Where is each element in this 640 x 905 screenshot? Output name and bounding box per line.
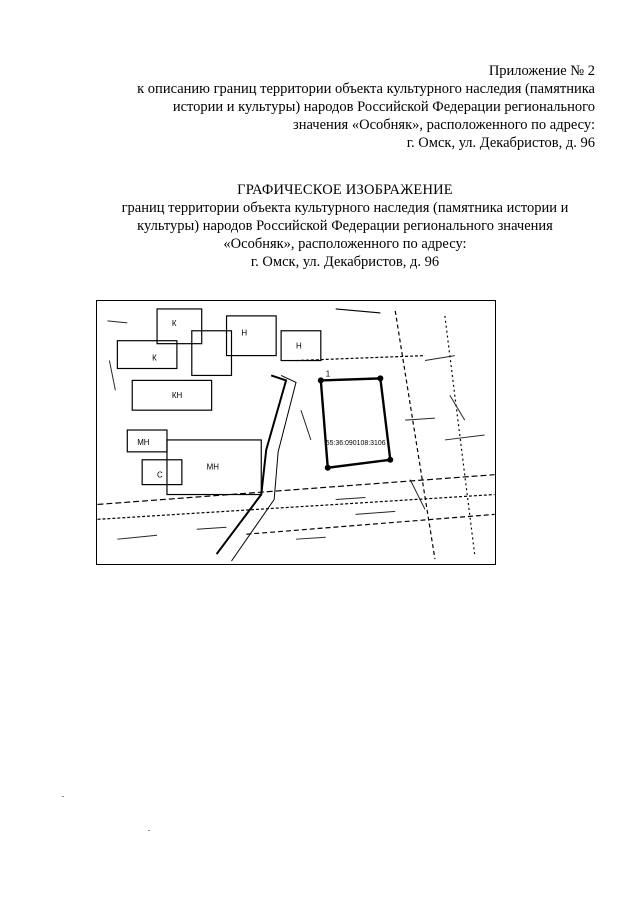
- building-outline: [227, 316, 277, 356]
- appendix-number: Приложение № 2: [488, 63, 595, 79]
- building-label: Н: [241, 328, 248, 338]
- road-line: [246, 514, 494, 534]
- boundary-point: [387, 457, 393, 463]
- title-address: г. Омск, ул. Декабристов, д. 96: [250, 254, 440, 270]
- title-line: культуры) народов Российской Федерации регионального значения: [137, 218, 553, 234]
- building-label: К: [152, 353, 157, 363]
- building-label: МН: [206, 462, 220, 472]
- building-label: МН: [137, 437, 150, 447]
- road-line: [296, 356, 425, 361]
- appendix-header: [75, 62, 595, 152]
- parcel-boundary: [321, 378, 390, 467]
- building-outline: [192, 331, 232, 376]
- boundary-point: [377, 375, 383, 381]
- point-label: 1: [325, 369, 331, 379]
- road-line: [98, 495, 495, 520]
- title-line: «Особняк», расположенного по адресу:: [223, 236, 467, 252]
- building-outline: [117, 341, 177, 369]
- appendix-line: истории и культуры) народов Российской Федерации регионального: [172, 99, 595, 115]
- scan-speck: [62, 796, 64, 797]
- building-outline: [157, 309, 202, 344]
- road-line: [336, 309, 381, 313]
- appendix-line: значения «Особняк», расположенного по адресу:: [292, 117, 595, 133]
- street-line: [217, 375, 286, 554]
- building-label: Н: [296, 341, 302, 351]
- cadastral-number-label: 55:36:090108:3106: [325, 439, 386, 447]
- appendix-address: г. Омск, ул. Декабристов, д. 96: [406, 135, 595, 151]
- boundary-point: [325, 465, 331, 471]
- boundary-point: [318, 377, 324, 383]
- building-label: С: [157, 470, 163, 480]
- title-line: границ территории объекта культурного наследия (памятника истории и: [121, 200, 569, 216]
- road-line: [445, 316, 475, 554]
- boundary-map: [96, 300, 496, 565]
- document-heading: ГРАФИЧЕСКОЕ ИЗОБРАЖЕНИЕ: [237, 182, 453, 198]
- document-title-block: [60, 181, 630, 271]
- building-label: КН: [171, 391, 183, 401]
- map-drawing: [97, 301, 495, 564]
- appendix-line: к описанию границ территории объекта культурного наследия (памятника: [137, 81, 595, 97]
- building-label: К: [171, 318, 177, 328]
- scan-speck: [148, 830, 150, 831]
